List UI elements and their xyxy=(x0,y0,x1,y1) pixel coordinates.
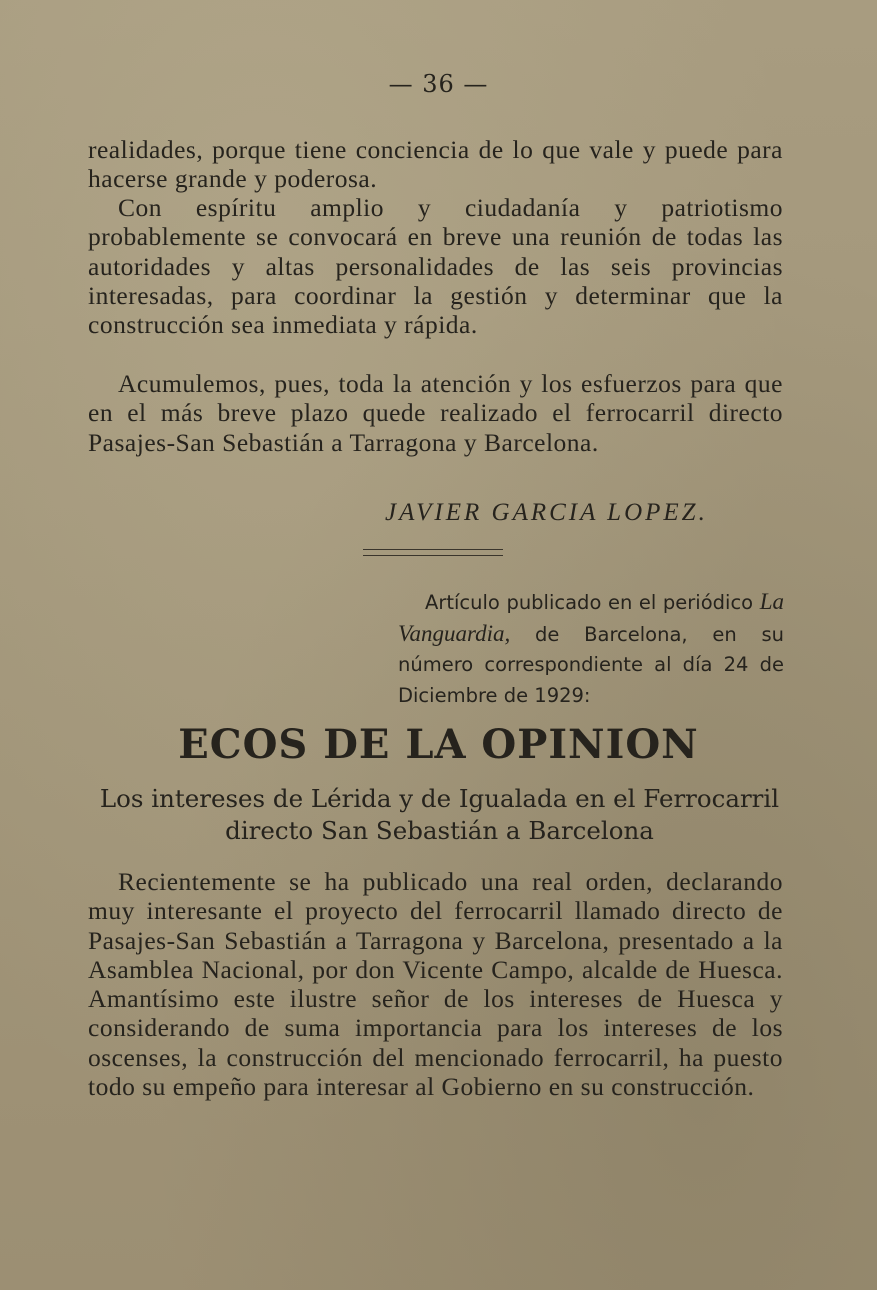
section-divider xyxy=(363,549,503,556)
page-number: — 36 — xyxy=(388,70,489,98)
source-note-before: Artículo publicado en el periódico xyxy=(425,591,754,614)
article-headline: ECOS DE LA OPINION xyxy=(178,721,699,768)
paragraph-meeting: Con espíritu amplio y ciudadanía y patriotismo probablemente se convocará en breve una reunión de todas las autoridades y altas personalidades de las seis provincias interesadas, para coordinar la gestión y determinar que la construcción sea inmediata y rápida. xyxy=(88,193,783,340)
source-note-after: de Barcelona, en su número correspondiente al día 24 de Diciembre de 1929: xyxy=(398,622,784,707)
author-signature: JAVIER GARCIA LOPEZ. xyxy=(385,499,708,526)
source-note xyxy=(398,587,784,711)
article-subheadline: Los intereses de Lérida y de Igualada en el Ferrocarril directo San Sebastián a Barcelona xyxy=(99,784,780,845)
paragraph-call-to-action: Acumulemos, pues, toda la atención y los esfuerzos para que en el más breve plazo quede realizado el ferrocarril directo Pasajes-San Sebastián a Tarragona y Barcelona. xyxy=(88,369,783,457)
article-body-paragraph: Recientemente se ha publicado una real orden, declarando muy interesante el proyecto del ferrocarril llamado directo de Pasajes-San Sebastián a Tarragona y Barcelona, presentado a la Asamblea Nacional, por don Vicente Campo, alcalde de Huesca. Amantísimo este ilustre señor de los intereses de Huesca y considerando de suma importancia para los intereses de los oscenses, la construcción del mencionado ferrocarril, ha puesto todo su empeño para interesar al Gobierno en su construcción. xyxy=(88,867,783,1102)
paragraph-continuation: realidades, porque tiene conciencia de lo que vale y puede para hacerse grande y poderosa. xyxy=(88,135,783,194)
newspaper-name: La Vanguardia, xyxy=(398,589,784,646)
